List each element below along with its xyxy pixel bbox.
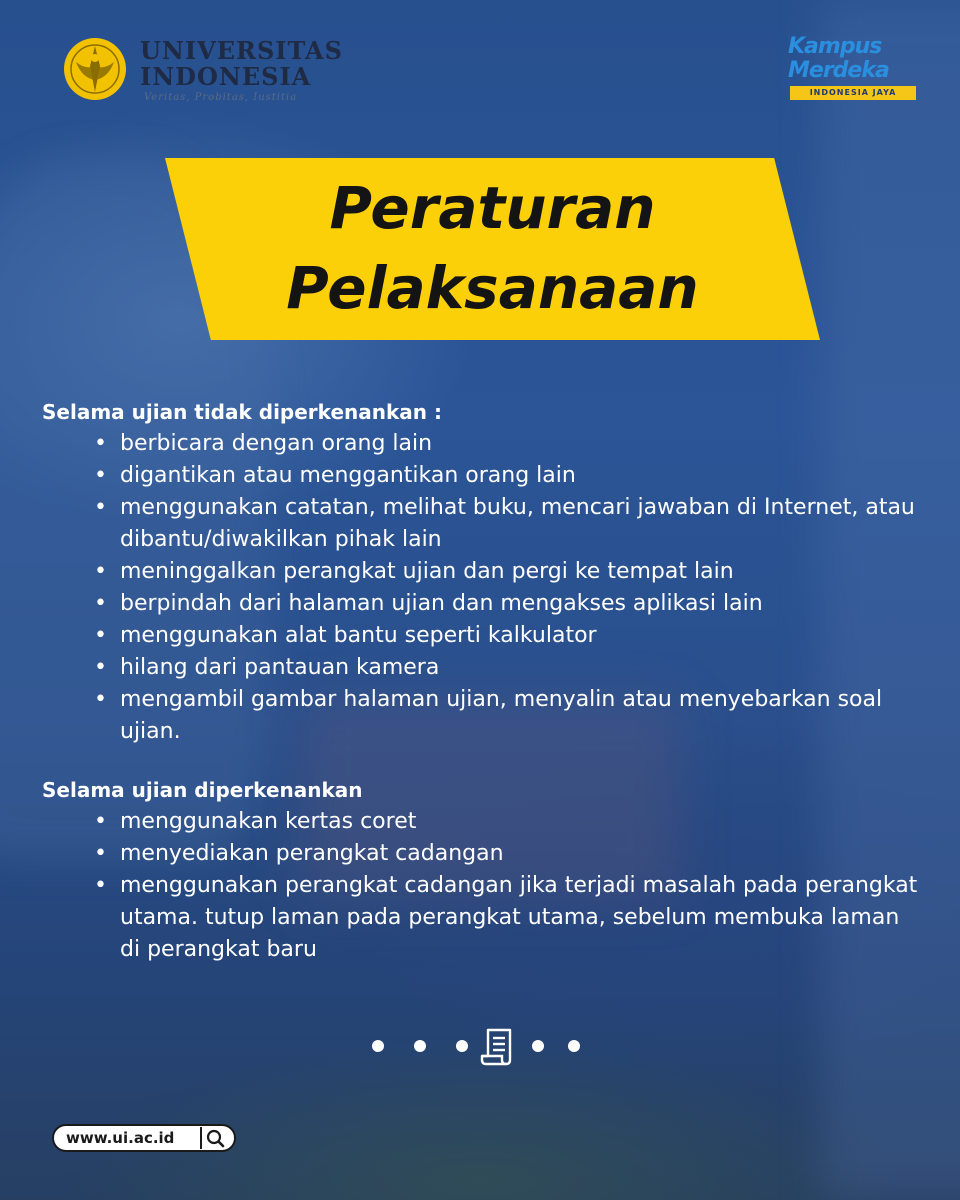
kampus-merdeka-logo bbox=[788, 36, 918, 106]
website-url: www.ui.ac.id bbox=[66, 1129, 175, 1147]
page-title-line2: Pelaksanaan bbox=[286, 254, 699, 322]
rule-item: • meninggalkan perangkat ujian dan pergi ke tempat lain bbox=[120, 556, 922, 588]
rule-item: • menggunakan catatan, melihat buku, mencari jawaban di Internet, atau dibantu/diwakilkan pihak lain bbox=[120, 492, 922, 556]
rule-item: • hilang dari pantauan kamera bbox=[120, 652, 922, 684]
section-not-allowed bbox=[42, 396, 922, 748]
rule-item: • menggunakan alat bantu seperti kalkulator bbox=[120, 620, 922, 652]
kampus-merdeka-ribbon: INDONESIA JAYA bbox=[790, 86, 916, 100]
pagination-dot[interactable] bbox=[532, 1040, 544, 1052]
page-title-line1: Peraturan bbox=[329, 174, 656, 242]
rule-item: • mengambil gambar halaman ujian, menyalin atau menyebarkan soal ujian. bbox=[120, 684, 922, 748]
carousel-pagination bbox=[366, 1026, 586, 1066]
rule-list bbox=[42, 806, 922, 966]
rule-item: • menggunakan kertas coret bbox=[120, 806, 922, 838]
pagination-dot[interactable] bbox=[456, 1040, 468, 1052]
pagination-dot[interactable] bbox=[568, 1040, 580, 1052]
makara-emblem-icon bbox=[62, 36, 128, 102]
section-allowed bbox=[42, 774, 922, 966]
pagination-dot[interactable] bbox=[372, 1040, 384, 1052]
rule-list bbox=[42, 428, 922, 748]
university-name-line2: INDONESIA bbox=[140, 62, 312, 91]
section-heading: Selama ujian diperkenankan bbox=[42, 778, 363, 802]
rule-item: • menyediakan perangkat cadangan bbox=[120, 838, 922, 870]
rule-item: • digantikan atau menggantikan orang lain bbox=[120, 460, 922, 492]
search-icon bbox=[200, 1127, 230, 1149]
rule-item: • menggunakan perangkat cadangan jika terjadi masalah pada perangkat utama. tutup laman pada perangkat utama, sebelum membuka laman di perangkat baru bbox=[120, 870, 922, 966]
university-name-line1: UNIVERSITAS bbox=[140, 36, 344, 65]
kampus-merdeka-line1: Kampus bbox=[788, 34, 882, 59]
rule-item: • berpindah dari halaman ujian dan mengakses aplikasi lain bbox=[120, 588, 922, 620]
rule-item: • berbicara dengan orang lain bbox=[120, 428, 922, 460]
pagination-dot[interactable] bbox=[414, 1040, 426, 1052]
university-logo bbox=[62, 36, 344, 108]
section-heading: Selama ujian tidak diperkenankan : bbox=[42, 400, 442, 424]
document-list-icon[interactable] bbox=[480, 1026, 518, 1066]
university-tagline: Veritas, Probitas, Iustitia bbox=[144, 92, 298, 103]
page-title bbox=[165, 168, 820, 328]
kampus-merdeka-line2: Merdeka bbox=[788, 58, 889, 83]
website-url-badge[interactable] bbox=[52, 1124, 236, 1152]
